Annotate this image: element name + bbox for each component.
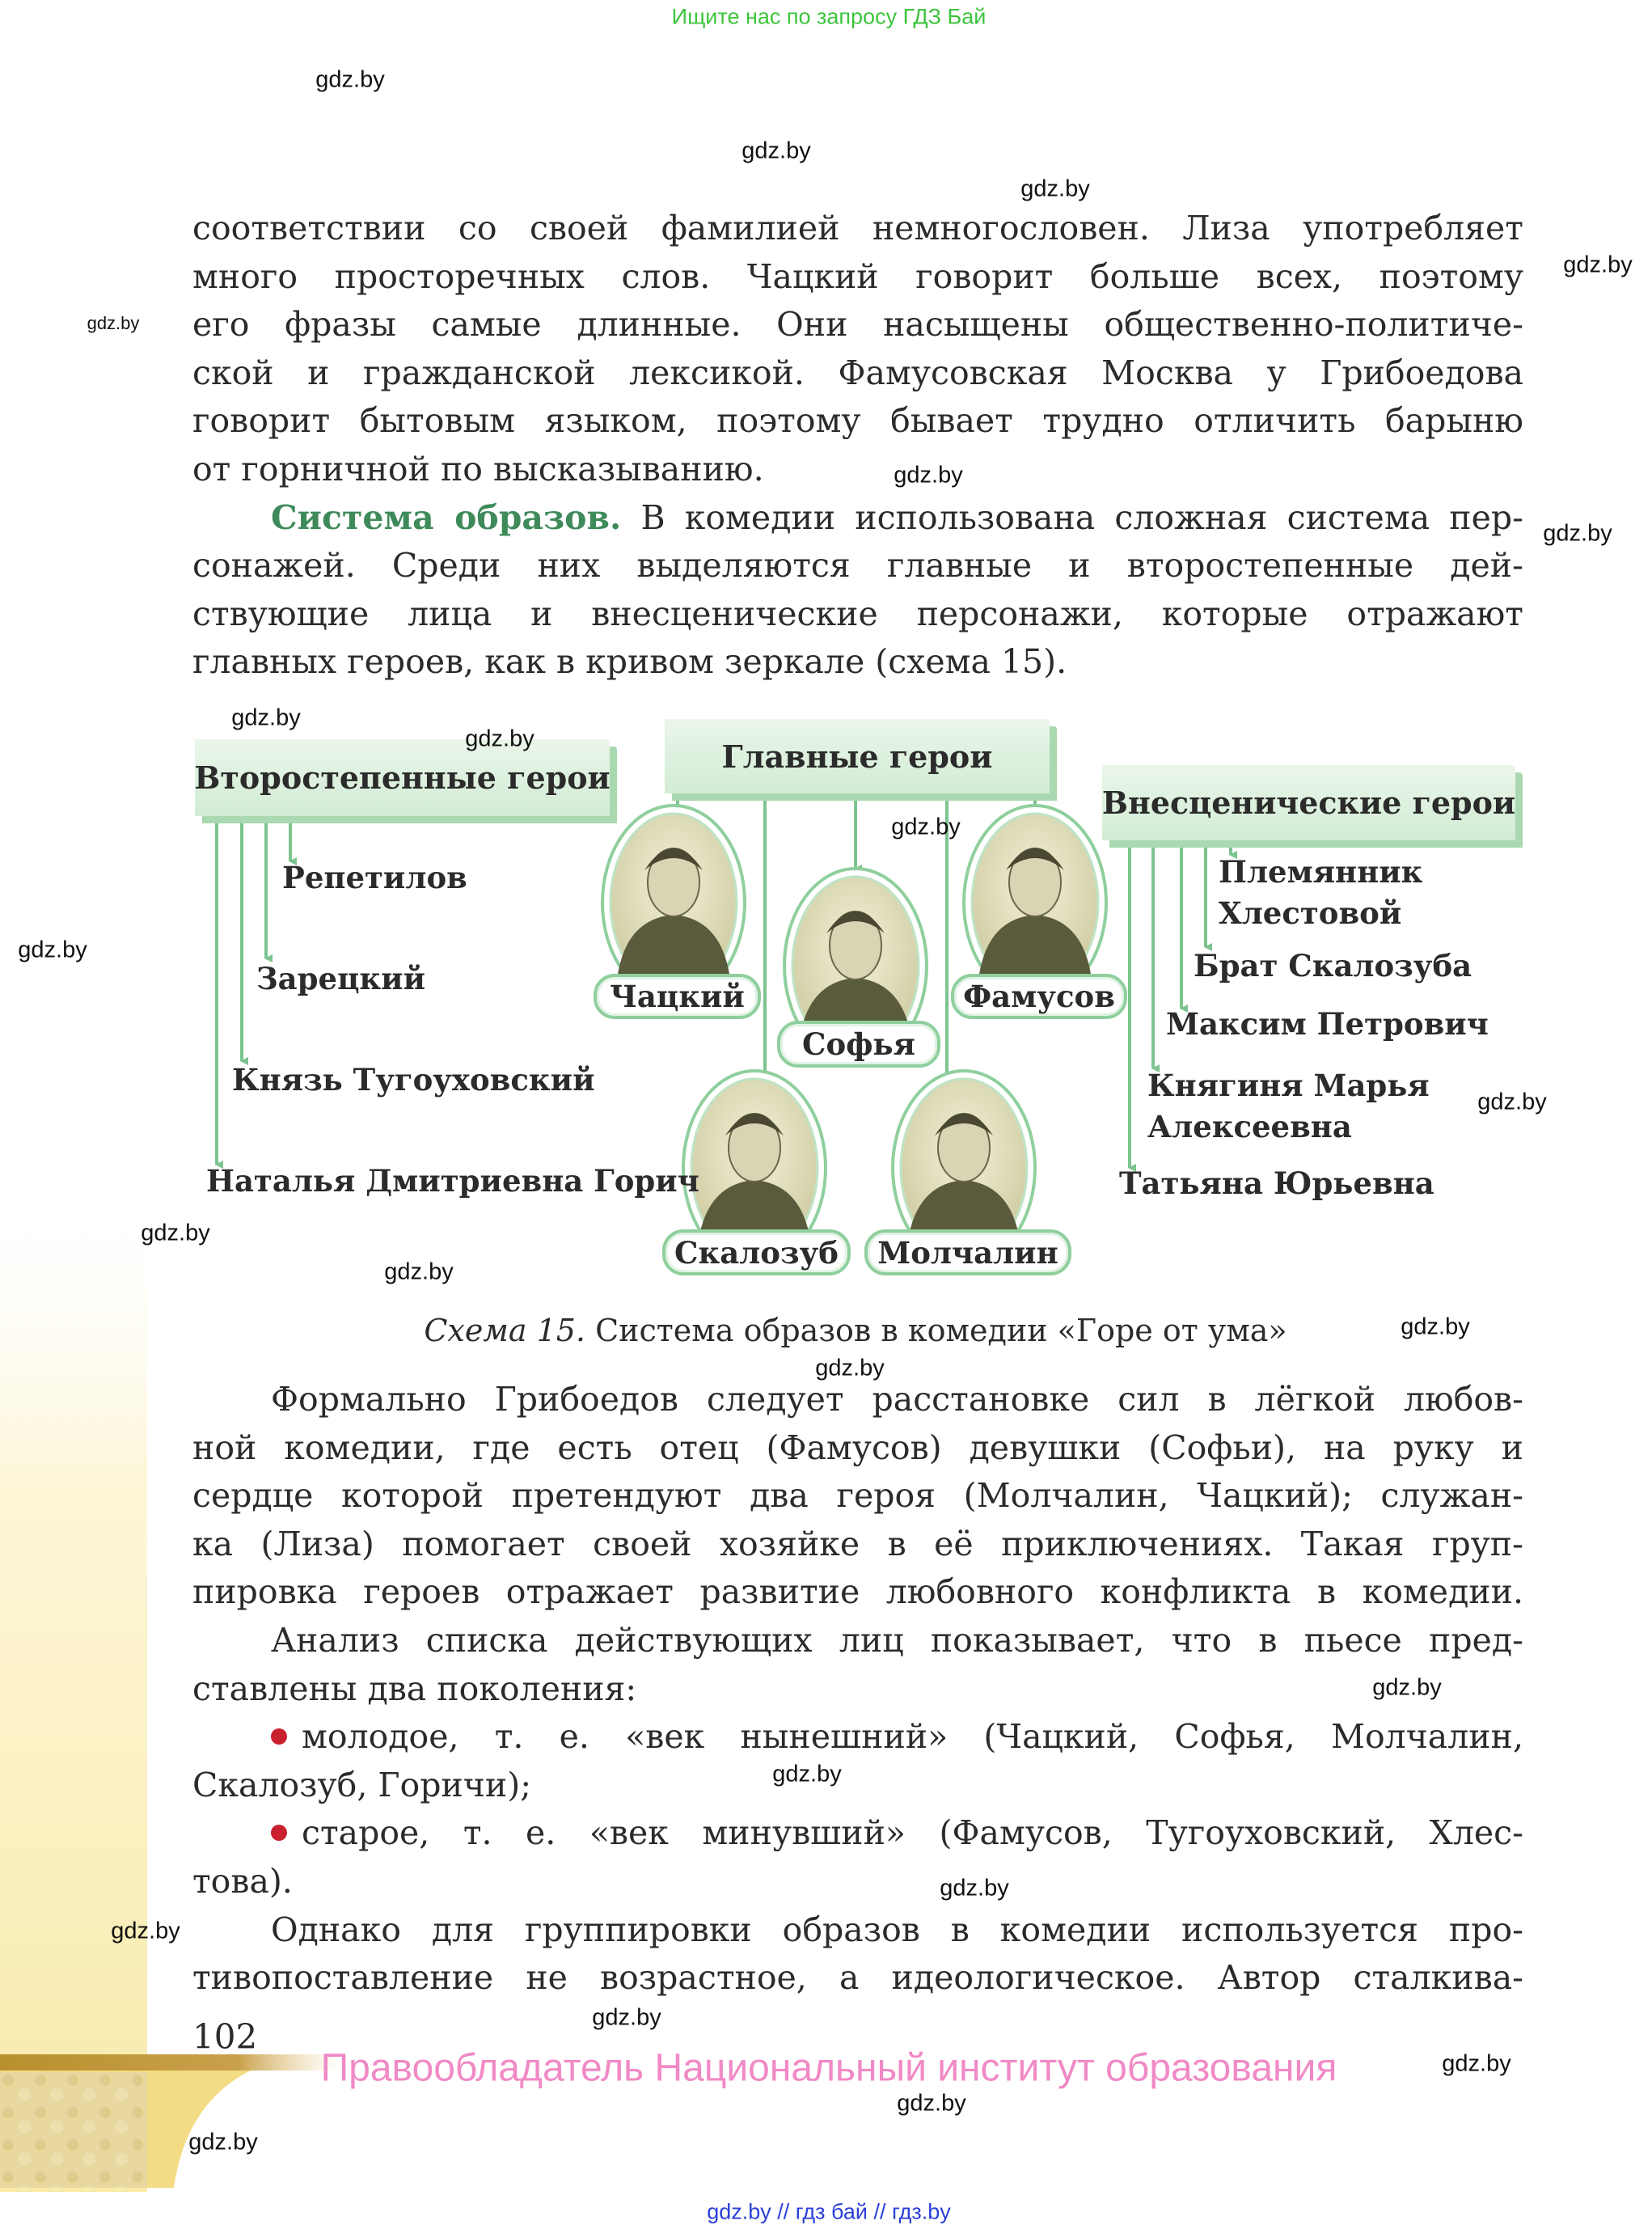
text-line-content: Скалозуб, Горичи); [192,1765,532,1804]
section-heading: Система образов. [271,497,622,537]
portrait-famusov [964,806,1106,1000]
text-line [192,1665,1523,1714]
gdz-watermark: gdz.by [592,2004,661,2031]
gdz-watermark: gdz.by [741,137,811,164]
text-line-content: ствующие лица и внесценические персонажи, которые отражают [192,594,1523,633]
offstage-hero-tatyana: Татьяна Юрьевна [1119,1165,1434,1201]
text-line-content: ной комедии, где есть отец (Фамусов) девушки (Софьи), на руку и [192,1428,1523,1467]
text-line-content: его фразы самые длинные. Они насыщены общественно-политиче- [192,305,1523,345]
text-line [192,1809,1523,1858]
gdz-watermark: gdz.by [894,462,963,489]
gdz-watermark: gdz.by [465,725,534,752]
caption-label: Схема 15. [424,1313,586,1348]
gdz-watermark: gdz.by [1442,2050,1511,2077]
offstage-hero-marya-line2: Алексеевна [1147,1109,1352,1144]
scheme-caption [424,1313,1287,1348]
text-line [192,1376,1523,1424]
secondary-hero-zaretsky: Зарецкий [256,961,426,996]
footer-links[interactable]: gdz.by // гдз бай // гдз.by [707,2199,951,2224]
page-number: 102 [192,2016,258,2057]
caption-text: Система образов в комедии «Горе от ума» [585,1313,1287,1348]
text-line-content: сонажей. Среди них выделяются главные и второстепенные дей- [192,546,1523,586]
text-line-content: това). [192,1861,293,1901]
rights-holder-watermark: Правообладатель Национальный институт образования [320,2046,1337,2090]
text-line [192,1762,1523,1810]
text-line-content: ка (Лиза) помогает своей хозяйке в её приключениях. Такая груп- [192,1524,1523,1563]
secondary-heroes-header: Второстепенные герои [195,739,610,816]
gdz-watermark: gdz.by [18,937,87,963]
gdz-watermark: gdz.by [940,1875,1009,1901]
search-hint: Ищите нас по запросу ГДЗ Бай [671,4,987,29]
secondary-hero-tugoukhovsky: Князь Тугоуховский [232,1062,595,1098]
gdz-watermark: gdz.by [111,1918,180,1944]
secondary-hero-repetilov: Репетилов [282,860,467,895]
gdz-watermark: gdz.by [231,704,301,731]
offstage-hero-maksim: Максим Петрович [1166,1006,1489,1042]
main-hero-sofya: Софья [777,1021,940,1068]
text-line-content: сердце которой претендуют два героя (Молчалин, Чацкий); служан- [192,1476,1523,1516]
text-line [192,1858,1523,1906]
gdz-watermark: gdz.by [384,1258,454,1285]
gdz-watermark: gdz.by [891,814,961,840]
gdz-watermark: gdz.by [1372,1674,1442,1701]
text-line-content: ской и гражданской лексикой. Фамусовская Москва у Грибоедова [192,353,1523,392]
gdz-watermark: gdz.by [141,1220,210,1246]
text-line-content: старое, т. е. «век минувший» (Фамусов, Тугоуховский, Хлес- [302,1813,1523,1853]
offstage-hero-brother: Брат Скалозуба [1194,948,1472,983]
gdz-watermark: gdz.by [1477,1089,1547,1115]
main-heroes-header: Главные герои [665,719,1050,793]
text-line-content: тивопоставление не возрастное, а идеологическое. Автор сталкива- [192,1958,1523,1998]
offstage-hero-nephew: Племянник [1219,854,1423,890]
text-line-content: молодое, т. е. «век нынешний» (Чацкий, Софья, Молчалин, [302,1717,1523,1757]
text-line-content: В комедии использована сложная система пер- [621,497,1523,537]
text-line-content: пировка героев отражает развитие любовного конфликта в комедии. [192,1572,1523,1612]
gdz-watermark: gdz.by [188,2129,258,2155]
text-line-content: главных героев, как в кривом зеркале (схема 15). [192,642,1067,682]
offstage-hero-nephew-line2: Хлестовой [1219,895,1402,931]
offstage-hero-marya: Княгиня Марья [1147,1068,1430,1103]
gdz-watermark: gdz.by [1563,252,1633,278]
bullet-icon [271,1825,287,1841]
gdz-watermark: gdz.by [815,1355,885,1381]
text-line-content: соответствии со своей фамилией немногословен. Лиза употребляет [192,209,1523,247]
main-hero-skalozub: Скалозуб [662,1229,851,1275]
main-hero-chatsky: Чацкий [594,974,761,1019]
portrait-chatsky [602,806,745,1000]
secondary-hero-gorich: Наталья Дмитриевна Горич [206,1163,699,1199]
gdz-watermark: gdz.by [897,2090,966,2117]
main-hero-molchalin: Молчалин [864,1229,1071,1275]
gdz-watermark: gdz.by [315,66,385,93]
text-line-content: Анализ списка действующих лиц показывает, что в пьесе пред- [271,1620,1523,1660]
text-line-content: ставлены два поколения: [192,1669,637,1708]
text-line-content: Однако для группировки образов в комедии используется про- [271,1910,1523,1949]
gdz-watermark: gdz.by [1543,520,1612,547]
body-text-bottom [192,1376,1523,2003]
gdz-watermark: gdz.by [1401,1313,1470,1340]
main-hero-famusov: Фамусов [951,974,1127,1019]
text-line [192,1424,1523,1473]
bullet-icon [271,1728,287,1745]
text-line [192,1954,1523,2003]
text-line-content: много просторечных слов. Чацкий говорит больше всех, поэтому [192,256,1523,296]
text-line [192,1568,1523,1617]
offstage-heroes-header: Внесценические герои [1102,765,1515,840]
gdz-watermark: gdz.by [1020,176,1090,202]
gdz-watermark: gdz.by [772,1761,842,1787]
text-line [192,1906,1523,1955]
text-line [192,1521,1523,1569]
text-line-content: от горничной по высказыванию. [192,449,764,489]
gdz-watermark: gdz.by [87,313,140,333]
text-line-content: говорит бытовым языком, поэтому бывает трудно отличить барыню [192,401,1523,441]
text-line [192,1472,1523,1521]
text-line [192,1713,1523,1762]
text-line [192,1617,1523,1665]
text-line-content: Формально Грибоедов следует расстановке сил в лёгкой любов- [271,1380,1523,1419]
